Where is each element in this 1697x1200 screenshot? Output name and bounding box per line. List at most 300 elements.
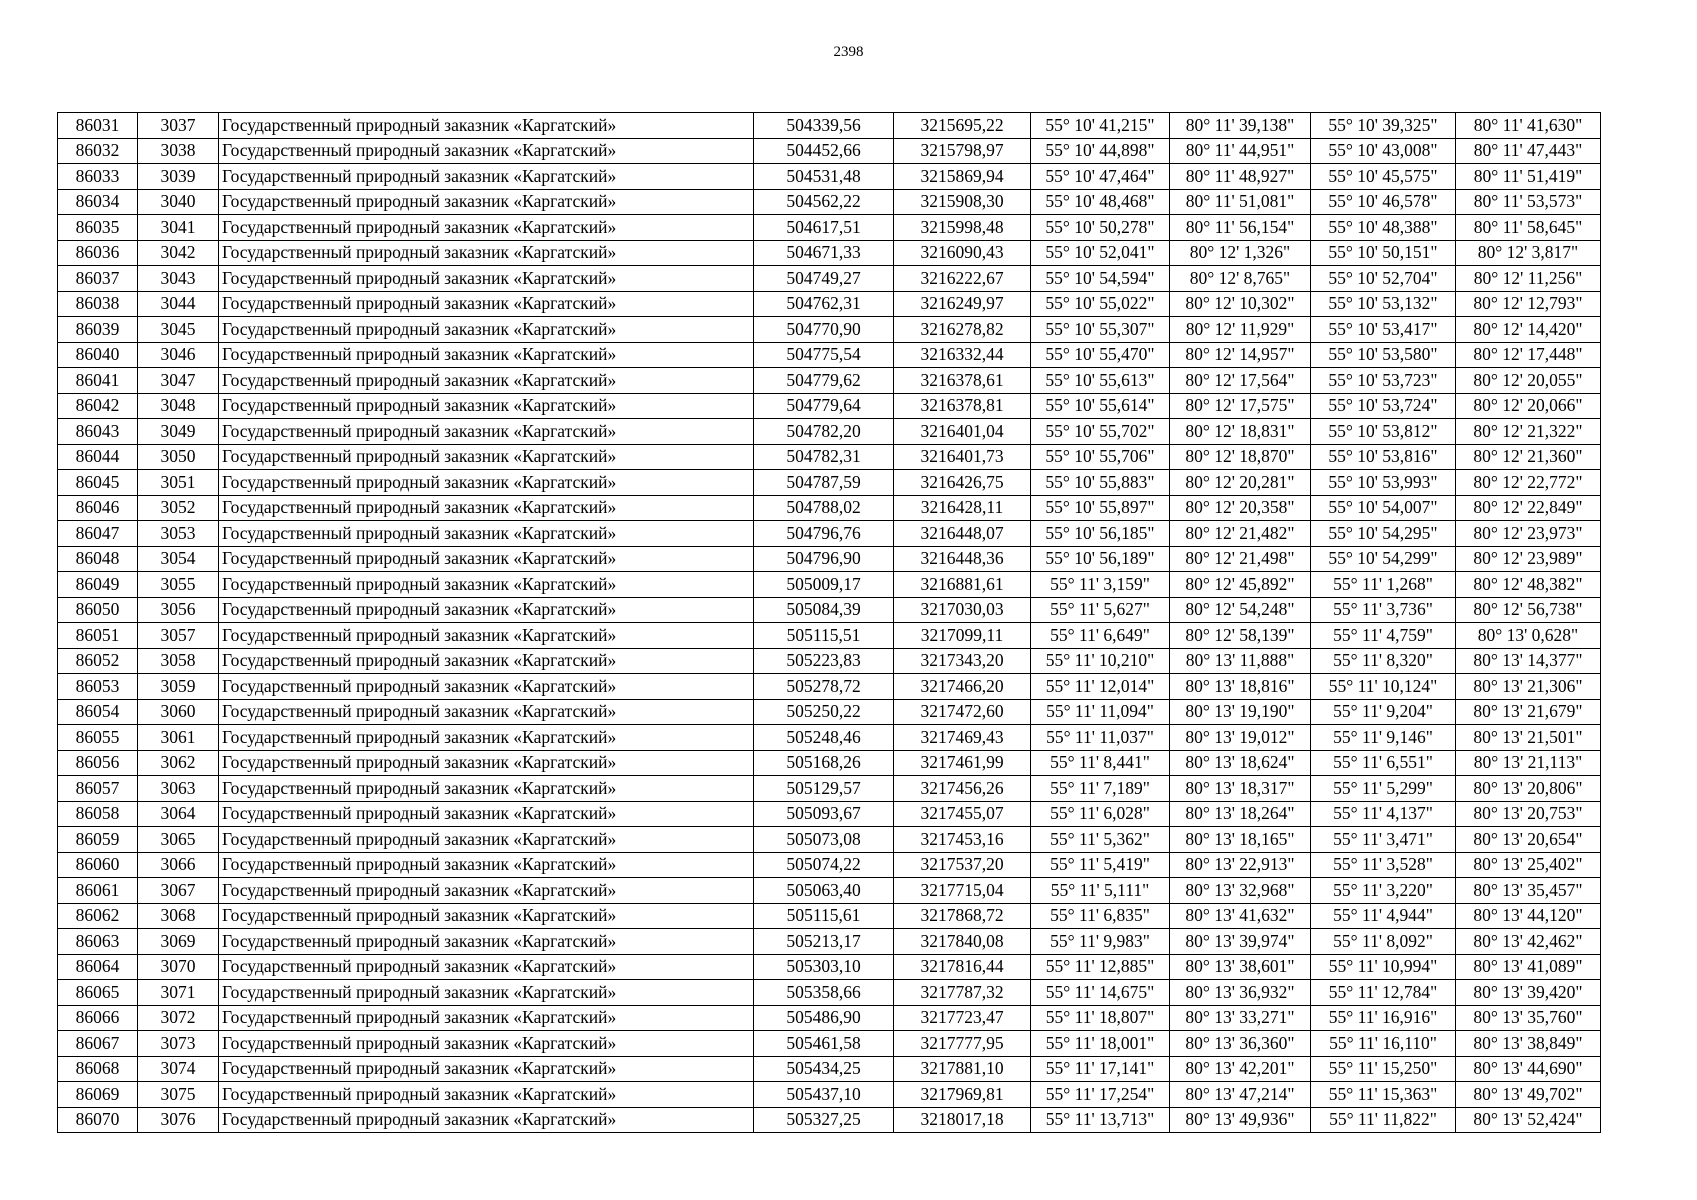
cell-longitude-2: 80° 13' 21,501" [1456, 725, 1601, 751]
cell-latitude-1: 55° 11' 5,362" [1031, 827, 1170, 853]
cell-longitude-2: 80° 13' 44,690" [1456, 1056, 1601, 1082]
cell-longitude-2: 80° 13' 25,402" [1456, 852, 1601, 878]
cell-record-number: 86034 [58, 189, 138, 215]
table-row [58, 674, 1601, 700]
cell-longitude-2: 80° 13' 21,306" [1456, 674, 1601, 700]
cell-longitude-1: 80° 13' 19,190" [1170, 699, 1311, 725]
table-row [58, 648, 1601, 674]
cell-longitude-2: 80° 12' 22,772" [1456, 470, 1601, 496]
cell-point-number: 3057 [138, 623, 219, 649]
cell-object-name: Государственный природный заказник «Каргатский» [219, 903, 754, 929]
cell-coord-x: 505009,17 [754, 572, 894, 598]
table-row [58, 266, 1601, 292]
cell-latitude-2: 55° 11' 4,759" [1311, 623, 1456, 649]
cell-coord-x: 504770,90 [754, 317, 894, 343]
page-number: 2398 [833, 44, 864, 60]
cell-coord-x: 504339,56 [754, 113, 894, 139]
table-row [58, 444, 1601, 470]
cell-coord-y: 3217456,26 [894, 776, 1031, 802]
cell-object-name: Государственный природный заказник «Каргатский» [219, 113, 754, 139]
table-row [58, 240, 1601, 266]
cell-coord-x: 504782,31 [754, 444, 894, 470]
cell-record-number: 86062 [58, 903, 138, 929]
cell-point-number: 3062 [138, 750, 219, 776]
cell-longitude-2: 80° 13' 20,654" [1456, 827, 1601, 853]
table-row [58, 1031, 1601, 1057]
table-row [58, 317, 1601, 343]
cell-record-number: 86046 [58, 495, 138, 521]
cell-longitude-1: 80° 13' 41,632" [1170, 903, 1311, 929]
cell-object-name: Государственный природный заказник «Каргатский» [219, 674, 754, 700]
cell-latitude-1: 55° 11' 6,835" [1031, 903, 1170, 929]
cell-object-name: Государственный природный заказник «Каргатский» [219, 164, 754, 190]
cell-record-number: 86065 [58, 980, 138, 1006]
cell-longitude-1: 80° 13' 47,214" [1170, 1082, 1311, 1108]
cell-longitude-1: 80° 11' 56,154" [1170, 215, 1311, 241]
cell-longitude-2: 80° 13' 14,377" [1456, 648, 1601, 674]
cell-point-number: 3068 [138, 903, 219, 929]
table-row [58, 623, 1601, 649]
cell-longitude-2: 80° 12' 3,817" [1456, 240, 1601, 266]
cell-object-name: Государственный природный заказник «Каргатский» [219, 291, 754, 317]
cell-record-number: 86035 [58, 215, 138, 241]
cell-longitude-2: 80° 12' 23,973" [1456, 521, 1601, 547]
cell-coord-x: 505278,72 [754, 674, 894, 700]
cell-longitude-2: 80° 11' 58,645" [1456, 215, 1601, 241]
cell-coord-x: 504671,33 [754, 240, 894, 266]
cell-latitude-1: 55° 10' 41,215" [1031, 113, 1170, 139]
cell-coord-y: 3217868,72 [894, 903, 1031, 929]
cell-longitude-2: 80° 12' 20,055" [1456, 368, 1601, 394]
cell-point-number: 3067 [138, 878, 219, 904]
table-row [58, 776, 1601, 802]
cell-longitude-2: 80° 13' 35,457" [1456, 878, 1601, 904]
cell-point-number: 3072 [138, 1005, 219, 1031]
cell-longitude-1: 80° 13' 18,816" [1170, 674, 1311, 700]
cell-longitude-2: 80° 12' 20,066" [1456, 393, 1601, 419]
cell-latitude-2: 55° 10' 54,295" [1311, 521, 1456, 547]
cell-longitude-1: 80° 13' 18,317" [1170, 776, 1311, 802]
cell-latitude-2: 55° 11' 10,994" [1311, 954, 1456, 980]
cell-record-number: 86057 [58, 776, 138, 802]
cell-latitude-1: 55° 11' 5,111" [1031, 878, 1170, 904]
cell-record-number: 86041 [58, 368, 138, 394]
cell-coord-x: 505168,26 [754, 750, 894, 776]
cell-object-name: Государственный природный заказник «Каргатский» [219, 521, 754, 547]
cell-longitude-1: 80° 13' 38,601" [1170, 954, 1311, 980]
cell-longitude-2: 80° 13' 39,420" [1456, 980, 1601, 1006]
cell-object-name: Государственный природный заказник «Каргатский» [219, 1005, 754, 1031]
cell-longitude-1: 80° 13' 18,165" [1170, 827, 1311, 853]
cell-longitude-1: 80° 13' 32,968" [1170, 878, 1311, 904]
coordinates-table [57, 112, 1601, 1133]
cell-coord-x: 505248,46 [754, 725, 894, 751]
cell-record-number: 86070 [58, 1107, 138, 1133]
table-row [58, 546, 1601, 572]
cell-coord-y: 3217343,20 [894, 648, 1031, 674]
cell-record-number: 86069 [58, 1082, 138, 1108]
cell-point-number: 3074 [138, 1056, 219, 1082]
cell-longitude-2: 80° 12' 21,360" [1456, 444, 1601, 470]
cell-latitude-2: 55° 11' 1,268" [1311, 572, 1456, 598]
cell-object-name: Государственный природный заказник «Каргатский» [219, 470, 754, 496]
cell-object-name: Государственный природный заказник «Каргатский» [219, 138, 754, 164]
cell-longitude-2: 80° 12' 21,322" [1456, 419, 1601, 445]
cell-point-number: 3047 [138, 368, 219, 394]
cell-coord-x: 504787,59 [754, 470, 894, 496]
cell-latitude-1: 55° 11' 10,210" [1031, 648, 1170, 674]
cell-longitude-2: 80° 11' 41,630" [1456, 113, 1601, 139]
table-row [58, 750, 1601, 776]
cell-latitude-1: 55° 11' 18,807" [1031, 1005, 1170, 1031]
cell-longitude-1: 80° 13' 36,360" [1170, 1031, 1311, 1057]
cell-latitude-1: 55° 11' 5,419" [1031, 852, 1170, 878]
cell-coord-x: 504779,64 [754, 393, 894, 419]
cell-latitude-1: 55° 10' 56,185" [1031, 521, 1170, 547]
cell-object-name: Государственный природный заказник «Каргатский» [219, 1107, 754, 1133]
cell-longitude-2: 80° 12' 14,420" [1456, 317, 1601, 343]
cell-coord-y: 3217723,47 [894, 1005, 1031, 1031]
cell-object-name: Государственный природный заказник «Каргатский» [219, 623, 754, 649]
cell-longitude-1: 80° 12' 17,564" [1170, 368, 1311, 394]
cell-coord-y: 3217715,04 [894, 878, 1031, 904]
cell-latitude-1: 55° 10' 55,470" [1031, 342, 1170, 368]
cell-record-number: 86050 [58, 597, 138, 623]
cell-longitude-2: 80° 13' 44,120" [1456, 903, 1601, 929]
cell-latitude-2: 55° 11' 11,822" [1311, 1107, 1456, 1133]
table-row [58, 113, 1601, 139]
cell-latitude-2: 55° 11' 15,250" [1311, 1056, 1456, 1082]
cell-record-number: 86044 [58, 444, 138, 470]
cell-point-number: 3040 [138, 189, 219, 215]
cell-coord-y: 3216278,82 [894, 317, 1031, 343]
cell-coord-x: 505358,66 [754, 980, 894, 1006]
cell-coord-y: 3216401,73 [894, 444, 1031, 470]
cell-point-number: 3058 [138, 648, 219, 674]
cell-coord-x: 505093,67 [754, 801, 894, 827]
cell-object-name: Государственный природный заказник «Каргатский» [219, 699, 754, 725]
cell-record-number: 86031 [58, 113, 138, 139]
cell-coord-y: 3216249,97 [894, 291, 1031, 317]
cell-coord-y: 3216426,75 [894, 470, 1031, 496]
table-row [58, 138, 1601, 164]
cell-coord-y: 3217472,60 [894, 699, 1031, 725]
cell-latitude-1: 55° 11' 12,014" [1031, 674, 1170, 700]
cell-object-name: Государственный природный заказник «Каргатский» [219, 393, 754, 419]
cell-latitude-2: 55° 11' 16,916" [1311, 1005, 1456, 1031]
cell-point-number: 3055 [138, 572, 219, 598]
cell-coord-x: 504796,76 [754, 521, 894, 547]
cell-record-number: 86045 [58, 470, 138, 496]
cell-coord-y: 3216448,07 [894, 521, 1031, 547]
cell-longitude-2: 80° 12' 48,382" [1456, 572, 1601, 598]
cell-coord-y: 3217455,07 [894, 801, 1031, 827]
cell-object-name: Государственный природный заказник «Каргатский» [219, 546, 754, 572]
cell-coord-x: 505486,90 [754, 1005, 894, 1031]
cell-latitude-2: 55° 11' 15,363" [1311, 1082, 1456, 1108]
cell-latitude-2: 55° 10' 54,007" [1311, 495, 1456, 521]
cell-latitude-2: 55° 11' 10,124" [1311, 674, 1456, 700]
cell-latitude-2: 55° 10' 53,724" [1311, 393, 1456, 419]
cell-coord-x: 505063,40 [754, 878, 894, 904]
cell-latitude-1: 55° 10' 55,897" [1031, 495, 1170, 521]
cell-latitude-2: 55° 10' 48,388" [1311, 215, 1456, 241]
cell-object-name: Государственный природный заказник «Каргатский» [219, 801, 754, 827]
cell-latitude-1: 55° 10' 48,468" [1031, 189, 1170, 215]
table-row [58, 368, 1601, 394]
cell-coord-y: 3217816,44 [894, 954, 1031, 980]
cell-point-number: 3070 [138, 954, 219, 980]
cell-longitude-2: 80° 11' 53,573" [1456, 189, 1601, 215]
cell-coord-y: 3217881,10 [894, 1056, 1031, 1082]
cell-point-number: 3064 [138, 801, 219, 827]
cell-coord-x: 505073,08 [754, 827, 894, 853]
cell-longitude-1: 80° 12' 45,892" [1170, 572, 1311, 598]
cell-point-number: 3042 [138, 240, 219, 266]
cell-object-name: Государственный природный заказник «Каргатский» [219, 240, 754, 266]
cell-coord-y: 3217466,20 [894, 674, 1031, 700]
cell-longitude-2: 80° 12' 22,849" [1456, 495, 1601, 521]
cell-longitude-1: 80° 12' 18,870" [1170, 444, 1311, 470]
table-row [58, 291, 1601, 317]
cell-coord-x: 505461,58 [754, 1031, 894, 1057]
cell-coord-y: 3218017,18 [894, 1107, 1031, 1133]
cell-coord-x: 505327,25 [754, 1107, 894, 1133]
cell-point-number: 3061 [138, 725, 219, 751]
cell-object-name: Государственный природный заказник «Каргатский» [219, 597, 754, 623]
cell-object-name: Государственный природный заказник «Каргатский» [219, 750, 754, 776]
cell-point-number: 3054 [138, 546, 219, 572]
cell-record-number: 86039 [58, 317, 138, 343]
cell-latitude-2: 55° 10' 39,325" [1311, 113, 1456, 139]
cell-coord-x: 505223,83 [754, 648, 894, 674]
cell-object-name: Государственный природный заказник «Каргатский» [219, 954, 754, 980]
cell-record-number: 86036 [58, 240, 138, 266]
cell-longitude-2: 80° 13' 20,753" [1456, 801, 1601, 827]
table-row [58, 725, 1601, 751]
cell-latitude-2: 55° 11' 4,137" [1311, 801, 1456, 827]
cell-latitude-1: 55° 11' 12,885" [1031, 954, 1170, 980]
cell-latitude-2: 55° 11' 3,471" [1311, 827, 1456, 853]
cell-latitude-1: 55° 10' 52,041" [1031, 240, 1170, 266]
cell-longitude-1: 80° 12' 21,498" [1170, 546, 1311, 572]
cell-point-number: 3053 [138, 521, 219, 547]
cell-longitude-2: 80° 11' 51,419" [1456, 164, 1601, 190]
cell-record-number: 86055 [58, 725, 138, 751]
cell-latitude-1: 55° 10' 55,613" [1031, 368, 1170, 394]
cell-object-name: Государственный природный заказник «Каргатский» [219, 572, 754, 598]
cell-coord-y: 3215998,48 [894, 215, 1031, 241]
cell-record-number: 86043 [58, 419, 138, 445]
cell-latitude-2: 55° 10' 50,151" [1311, 240, 1456, 266]
table-row [58, 699, 1601, 725]
cell-record-number: 86067 [58, 1031, 138, 1057]
table-row [58, 801, 1601, 827]
cell-coord-x: 505074,22 [754, 852, 894, 878]
cell-longitude-2: 80° 12' 12,793" [1456, 291, 1601, 317]
cell-point-number: 3060 [138, 699, 219, 725]
cell-longitude-1: 80° 12' 18,831" [1170, 419, 1311, 445]
cell-longitude-1: 80° 12' 11,929" [1170, 317, 1311, 343]
table-row [58, 929, 1601, 955]
table-row [58, 572, 1601, 598]
cell-longitude-2: 80° 13' 0,628" [1456, 623, 1601, 649]
cell-longitude-1: 80° 12' 10,302" [1170, 291, 1311, 317]
cell-record-number: 86038 [58, 291, 138, 317]
cell-longitude-1: 80° 12' 58,139" [1170, 623, 1311, 649]
cell-longitude-2: 80° 12' 56,738" [1456, 597, 1601, 623]
cell-object-name: Государственный природный заказник «Каргатский» [219, 189, 754, 215]
cell-longitude-1: 80° 13' 18,264" [1170, 801, 1311, 827]
cell-object-name: Государственный природный заказник «Каргатский» [219, 1031, 754, 1057]
cell-record-number: 86051 [58, 623, 138, 649]
cell-coord-y: 3216428,11 [894, 495, 1031, 521]
cell-latitude-1: 55° 10' 55,307" [1031, 317, 1170, 343]
cell-coord-y: 3216448,36 [894, 546, 1031, 572]
cell-coord-y: 3217787,32 [894, 980, 1031, 1006]
cell-coord-x: 504749,27 [754, 266, 894, 292]
cell-coord-x: 504779,62 [754, 368, 894, 394]
cell-latitude-2: 55° 10' 46,578" [1311, 189, 1456, 215]
cell-point-number: 3045 [138, 317, 219, 343]
cell-coord-x: 504531,48 [754, 164, 894, 190]
cell-latitude-1: 55° 11' 5,627" [1031, 597, 1170, 623]
cell-latitude-1: 55° 10' 44,898" [1031, 138, 1170, 164]
cell-coord-y: 3217099,11 [894, 623, 1031, 649]
cell-latitude-1: 55° 11' 9,983" [1031, 929, 1170, 955]
cell-longitude-2: 80° 13' 35,760" [1456, 1005, 1601, 1031]
cell-object-name: Государственный природный заказник «Каргатский» [219, 266, 754, 292]
cell-point-number: 3048 [138, 393, 219, 419]
cell-longitude-2: 80° 13' 49,702" [1456, 1082, 1601, 1108]
cell-coord-x: 504788,02 [754, 495, 894, 521]
cell-longitude-2: 80° 13' 21,113" [1456, 750, 1601, 776]
cell-latitude-1: 55° 10' 55,706" [1031, 444, 1170, 470]
cell-coord-y: 3217840,08 [894, 929, 1031, 955]
cell-object-name: Государственный природный заказник «Каргатский» [219, 1056, 754, 1082]
cell-object-name: Государственный природный заказник «Каргатский» [219, 980, 754, 1006]
cell-longitude-2: 80° 11' 47,443" [1456, 138, 1601, 164]
table-row [58, 1056, 1601, 1082]
cell-coord-y: 3216401,04 [894, 419, 1031, 445]
cell-latitude-2: 55° 11' 8,092" [1311, 929, 1456, 955]
cell-latitude-2: 55° 10' 53,132" [1311, 291, 1456, 317]
cell-latitude-1: 55° 11' 7,189" [1031, 776, 1170, 802]
cell-point-number: 3065 [138, 827, 219, 853]
cell-object-name: Государственный природный заказник «Каргатский» [219, 444, 754, 470]
cell-latitude-2: 55° 11' 3,528" [1311, 852, 1456, 878]
cell-latitude-1: 55° 10' 54,594" [1031, 266, 1170, 292]
cell-latitude-2: 55° 11' 4,944" [1311, 903, 1456, 929]
cell-latitude-2: 55° 10' 53,812" [1311, 419, 1456, 445]
cell-point-number: 3043 [138, 266, 219, 292]
cell-latitude-2: 55° 11' 3,736" [1311, 597, 1456, 623]
cell-coord-x: 505303,10 [754, 954, 894, 980]
cell-longitude-2: 80° 12' 23,989" [1456, 546, 1601, 572]
cell-record-number: 86052 [58, 648, 138, 674]
cell-record-number: 86058 [58, 801, 138, 827]
cell-longitude-2: 80° 12' 11,256" [1456, 266, 1601, 292]
cell-record-number: 86032 [58, 138, 138, 164]
table-row [58, 1082, 1601, 1108]
cell-latitude-1: 55° 11' 17,141" [1031, 1056, 1170, 1082]
cell-coord-y: 3217469,43 [894, 725, 1031, 751]
cell-record-number: 86063 [58, 929, 138, 955]
cell-record-number: 86042 [58, 393, 138, 419]
cell-longitude-1: 80° 11' 39,138" [1170, 113, 1311, 139]
cell-coord-x: 504617,51 [754, 215, 894, 241]
cell-coord-x: 505250,22 [754, 699, 894, 725]
cell-coord-y: 3215869,94 [894, 164, 1031, 190]
cell-longitude-2: 80° 13' 20,806" [1456, 776, 1601, 802]
cell-record-number: 86040 [58, 342, 138, 368]
cell-point-number: 3075 [138, 1082, 219, 1108]
cell-coord-x: 505084,39 [754, 597, 894, 623]
cell-record-number: 86068 [58, 1056, 138, 1082]
cell-coord-x: 504775,54 [754, 342, 894, 368]
cell-coord-x: 505213,17 [754, 929, 894, 955]
table-row [58, 878, 1601, 904]
cell-record-number: 86066 [58, 1005, 138, 1031]
cell-coord-y: 3215695,22 [894, 113, 1031, 139]
cell-longitude-2: 80° 13' 42,462" [1456, 929, 1601, 955]
cell-latitude-1: 55° 11' 11,037" [1031, 725, 1170, 751]
cell-coord-y: 3217030,03 [894, 597, 1031, 623]
cell-object-name: Государственный природный заказник «Каргатский» [219, 648, 754, 674]
cell-latitude-2: 55° 10' 53,580" [1311, 342, 1456, 368]
cell-longitude-2: 80° 13' 21,679" [1456, 699, 1601, 725]
cell-latitude-2: 55° 11' 12,784" [1311, 980, 1456, 1006]
cell-coord-y: 3216332,44 [894, 342, 1031, 368]
cell-latitude-2: 55° 10' 45,575" [1311, 164, 1456, 190]
cell-point-number: 3049 [138, 419, 219, 445]
cell-coord-y: 3217969,81 [894, 1082, 1031, 1108]
cell-object-name: Государственный природный заказник «Каргатский» [219, 215, 754, 241]
table-row [58, 419, 1601, 445]
cell-longitude-1: 80° 12' 54,248" [1170, 597, 1311, 623]
cell-record-number: 86054 [58, 699, 138, 725]
cell-latitude-1: 55° 10' 50,278" [1031, 215, 1170, 241]
cell-coord-x: 505115,51 [754, 623, 894, 649]
cell-point-number: 3073 [138, 1031, 219, 1057]
cell-coord-y: 3216378,61 [894, 368, 1031, 394]
cell-point-number: 3050 [138, 444, 219, 470]
table-row [58, 954, 1601, 980]
cell-coord-y: 3216378,81 [894, 393, 1031, 419]
cell-coord-x: 504452,66 [754, 138, 894, 164]
cell-latitude-1: 55° 11' 3,159" [1031, 572, 1170, 598]
cell-latitude-2: 55° 10' 53,417" [1311, 317, 1456, 343]
table-row [58, 393, 1601, 419]
cell-longitude-1: 80° 13' 11,888" [1170, 648, 1311, 674]
cell-longitude-1: 80° 13' 18,624" [1170, 750, 1311, 776]
cell-point-number: 3038 [138, 138, 219, 164]
cell-longitude-1: 80° 12' 21,482" [1170, 521, 1311, 547]
cell-object-name: Государственный природный заказник «Каргатский» [219, 929, 754, 955]
cell-object-name: Государственный природный заказник «Каргатский» [219, 495, 754, 521]
cell-longitude-2: 80° 12' 17,448" [1456, 342, 1601, 368]
cell-latitude-2: 55° 11' 16,110" [1311, 1031, 1456, 1057]
cell-point-number: 3041 [138, 215, 219, 241]
cell-latitude-1: 55° 11' 18,001" [1031, 1031, 1170, 1057]
cell-latitude-2: 55° 11' 6,551" [1311, 750, 1456, 776]
table-row [58, 470, 1601, 496]
table-row [58, 827, 1601, 853]
cell-longitude-2: 80° 13' 52,424" [1456, 1107, 1601, 1133]
cell-record-number: 86064 [58, 954, 138, 980]
cell-point-number: 3046 [138, 342, 219, 368]
cell-record-number: 86056 [58, 750, 138, 776]
